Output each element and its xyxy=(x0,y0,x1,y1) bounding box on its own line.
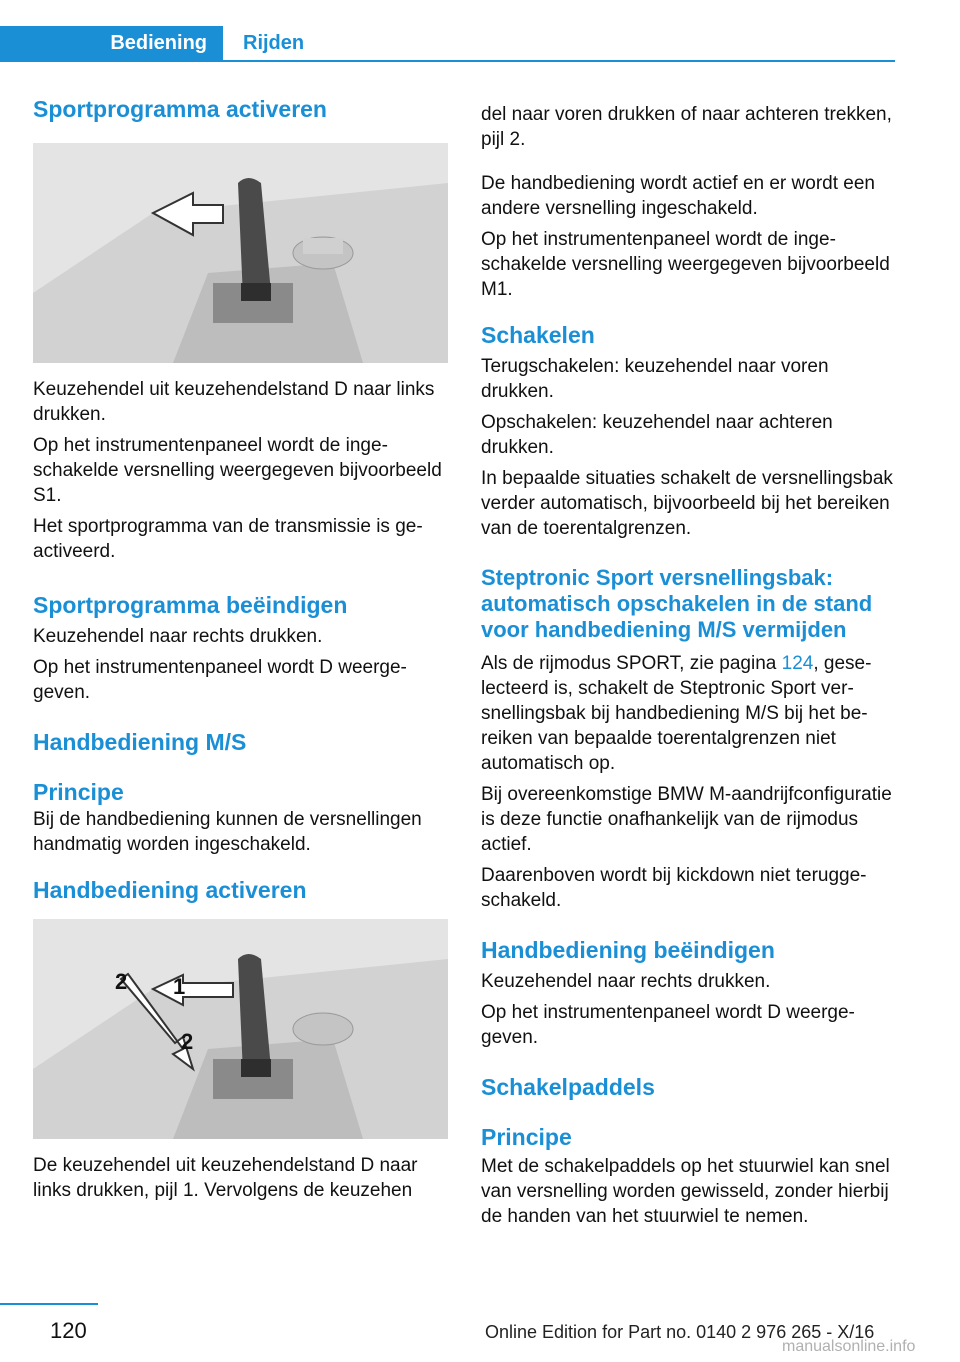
heading-schakelen: Schakelen xyxy=(481,322,595,348)
edition-footer: Online Edition for Part no. 0140 2 976 265 - X/16 xyxy=(485,1322,875,1342)
paragraph: Keuzehendel naar rechts drukken. xyxy=(481,971,771,992)
heading-handbediening: Handbediening M/S xyxy=(33,729,247,755)
watermark: manualsonline.info xyxy=(782,1338,916,1355)
arrow-label-2: 2 xyxy=(115,969,128,994)
page-number-rule xyxy=(0,1303,98,1305)
arrow-label-1: 1 xyxy=(173,974,186,999)
page-link-124[interactable]: 124 xyxy=(781,653,814,674)
heading-principe: Principe xyxy=(33,779,124,805)
paragraph: De handbediening wordt actief en er wordt een andere versnelling ingeschakeld. xyxy=(481,173,875,219)
header-rule xyxy=(0,60,895,62)
top-bar xyxy=(0,0,895,62)
paragraph-rijmodus xyxy=(481,651,896,776)
paragraph: Op het instrumentenpaneel wordt de ingeschakelde versnelling weergegeven bijvoorbeeld M1. xyxy=(481,229,890,300)
paragraph: Bij de handbediening kunnen de versnellingen handmatig worden ingeschakeld. xyxy=(33,809,422,855)
heading-handbediening-activeren: Handbediening activeren xyxy=(33,877,307,903)
left-column xyxy=(33,96,448,1203)
paragraph: Keuzehendel naar rechts drukken. xyxy=(33,626,323,647)
paragraph: Opschakelen: keuzehendel naar achteren drukken. xyxy=(481,412,833,458)
gear-selector-illustration-2 xyxy=(33,919,448,1139)
paragraph: Bij overeenkomstige BMW M-aandrijfconfiguratie is deze functie onafhankelijk van de rijmodus actief. xyxy=(481,784,892,855)
tab-bediening[interactable]: Bediening xyxy=(0,26,223,60)
heading-sportprogramma-activeren: Sportprogramma activeren xyxy=(33,96,327,122)
heading-principe-2: Principe xyxy=(481,1124,572,1150)
page-number: 120 xyxy=(50,1318,87,1343)
paragraph: del naar voren drukken of naar achteren trekken, pijl 2. xyxy=(481,104,892,150)
arrow-label-2b: 2 xyxy=(181,1029,194,1054)
paragraph: Op het instrumentenpaneel wordt de ingeschakelde versnelling weergegeven bijvoorbeeld S1. xyxy=(33,435,442,506)
paragraph: Met de schakelpaddels op het stuurwiel kan snel van versnelling worden gewisseld, zonder hierbij de handen van het stuurwiel te nemen. xyxy=(481,1156,890,1227)
paragraph: Het sportprogramma van de transmissie is geactiveerd. xyxy=(33,516,423,562)
heading-steptronic-sport: Steptronic Sport versnellingsbak: automatisch opschakelen in de stand voor handbediening M/S vermijden xyxy=(481,565,873,642)
right-column xyxy=(481,102,896,1229)
paragraph: Op het instrumentenpaneel wordt D weergegeven. xyxy=(481,1002,855,1048)
paragraph: Terugschakelen: keuzehendel naar voren drukken. xyxy=(481,356,829,402)
text: , geselecteerd is, schakelt de Steptronic Sport versnellingsbak bij handbediening M/S bij het bereiken van bepaalde toerentalgrenzen niet automatisch op. xyxy=(481,653,872,774)
heading-sportprogramma-beeindigen: Sportprogramma beëindigen xyxy=(33,592,348,618)
text: Als de rijmodus SPORT, zie pagina xyxy=(481,653,782,674)
gear-selector-illustration-1 xyxy=(33,143,448,363)
paragraph: Op het instrumentenpaneel wordt D weergegeven. xyxy=(33,657,407,703)
paragraph: In bepaalde situaties schakelt de versnellingsbak verder automatisch, bijvoorbeeld bij het bereiken van de toerentalgrenzen. xyxy=(481,468,893,539)
tab-rijden[interactable]: Rijden xyxy=(243,32,305,54)
heading-schakelpaddels: Schakelpaddels xyxy=(481,1074,655,1100)
paragraph: Daarenboven wordt bij kickdown niet teruggeschakeld. xyxy=(481,865,867,911)
heading-handbediening-beeindigen: Handbediening beëindigen xyxy=(481,937,775,963)
paragraph: De keuzehendel uit keuzehendelstand D naar links drukken, pijl 1. Vervolgens de keuzehen xyxy=(33,1155,418,1201)
paragraph: Keuzehendel uit keuzehendelstand D naar links drukken. xyxy=(33,379,435,425)
